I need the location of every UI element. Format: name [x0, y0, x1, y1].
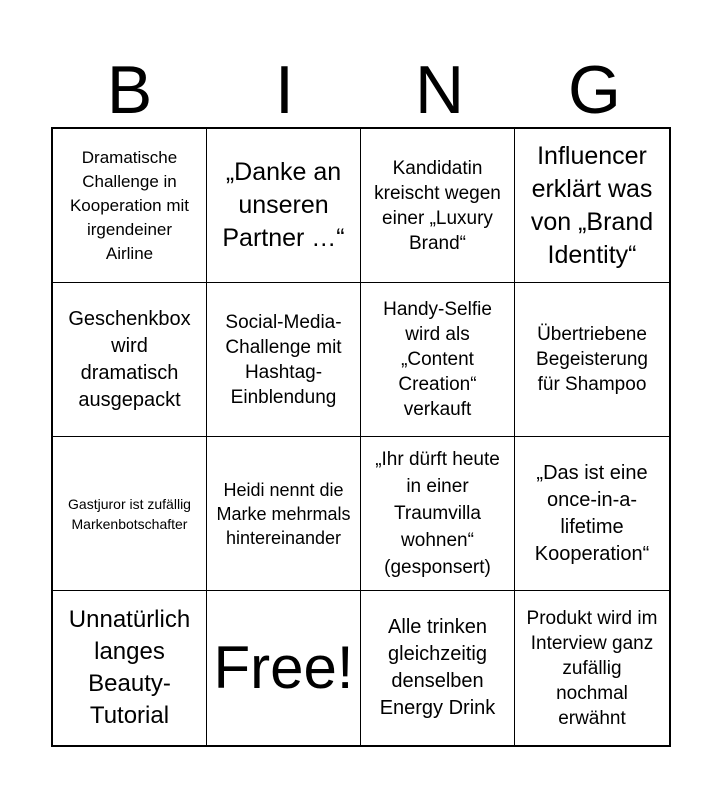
- bingo-cell[interactable]: [207, 129, 361, 283]
- bingo-cell-text: Handy-Selfie wird als „Content Creation“ verkauft: [383, 299, 492, 420]
- bingo-cell[interactable]: [207, 437, 361, 591]
- bingo-cell-text: „Das ist eine once-in-a-lifetime Kooperation“: [534, 461, 650, 565]
- bingo-cell-text: Unnatürlich langes Beauty-Tutorial: [68, 606, 191, 729]
- bingo-cell[interactable]: [361, 437, 515, 591]
- bingo-cell-text: Geschenkbox wird dramatisch ausgepackt: [68, 307, 191, 411]
- bingo-cell-text: Heidi nennt die Marke mehrmals hintereinander: [216, 479, 351, 548]
- bingo-cell-text: Gastjuror ist zufällig Markenbotschafter: [68, 495, 191, 532]
- bingo-cell-text: Produkt wird im Interview ganz zufällig nochmal erwähnt: [526, 607, 658, 729]
- bingo-cell[interactable]: [207, 283, 361, 437]
- bingo-cell-text: Influencer erklärt was von „Brand Identity“: [530, 141, 654, 269]
- bingo-cell[interactable]: [361, 591, 515, 745]
- bingo-header: [52, 52, 672, 128]
- bingo-cell[interactable]: [53, 437, 207, 591]
- bingo-cell[interactable]: [515, 591, 669, 745]
- free-space-label: Free!: [213, 634, 354, 701]
- header-letter-g: G: [568, 52, 621, 128]
- bingo-cell[interactable]: [361, 129, 515, 283]
- bingo-cell-free[interactable]: [207, 591, 361, 745]
- bingo-cell[interactable]: [515, 129, 669, 283]
- bingo-grid: [51, 127, 671, 747]
- header-letter-n: N: [414, 52, 465, 128]
- header-letter-i: I: [275, 52, 294, 128]
- header-letter-b: B: [106, 52, 153, 128]
- bingo-cell-text: Übertriebene Begeisterung für Shampoo: [536, 324, 648, 395]
- bingo-cell[interactable]: [53, 591, 207, 745]
- bingo-cell-text: Kandidatin kreischt wegen einer „Luxury Brand“: [374, 157, 501, 254]
- bingo-cell-text: Dramatische Challenge in Kooperation mit irgendeiner Airline: [69, 147, 190, 263]
- bingo-cell[interactable]: [515, 283, 669, 437]
- bingo-cell[interactable]: [53, 129, 207, 283]
- bingo-cell-text: „Danke an unseren Partner …“: [222, 158, 345, 252]
- bingo-cell-text: Alle trinken gleichzeitig denselben Energy Drink: [379, 616, 496, 719]
- bingo-cell[interactable]: [53, 283, 207, 437]
- bingo-cell-text: „Ihr dürft heute in einer Traumvilla wohnen“ (gesponsert): [375, 449, 500, 578]
- bingo-cell-text: Social-Media-Challenge mit Hashtag-Einblendung: [225, 311, 342, 408]
- bingo-cell[interactable]: [361, 283, 515, 437]
- bingo-cell[interactable]: [515, 437, 669, 591]
